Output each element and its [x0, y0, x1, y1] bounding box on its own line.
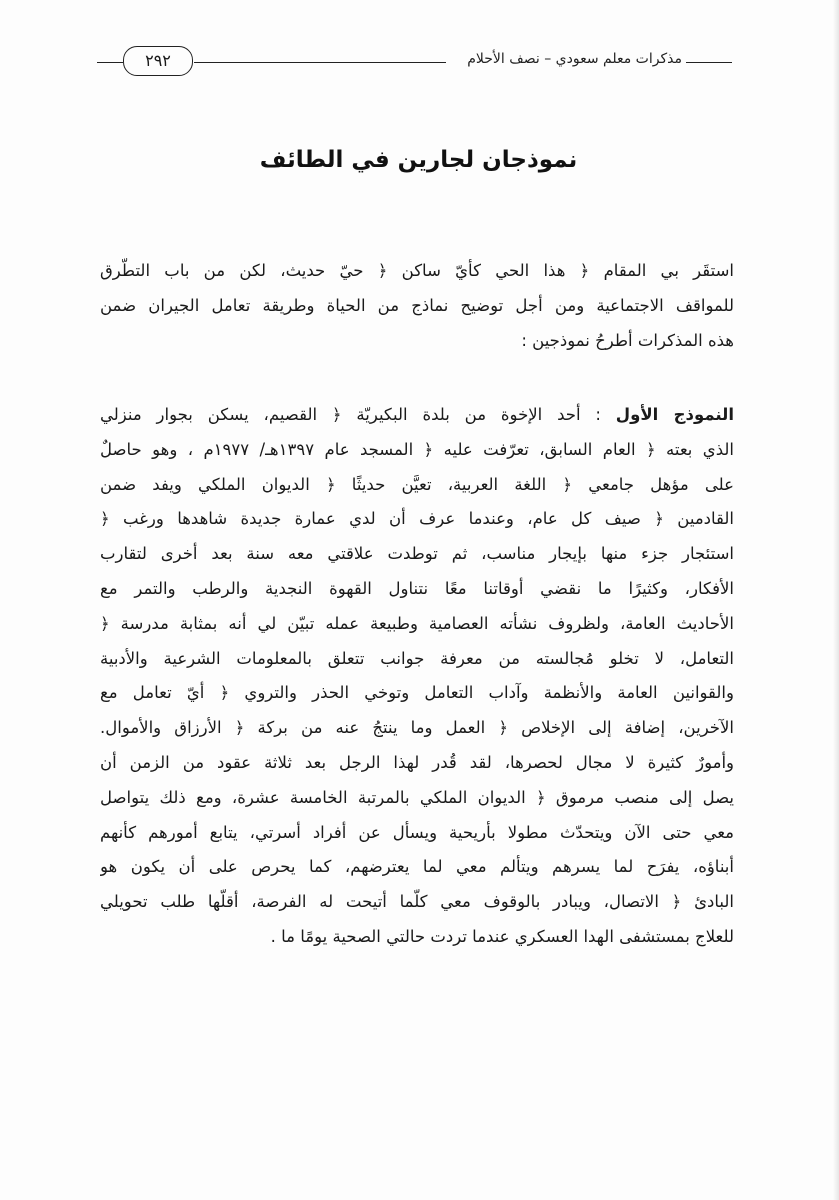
paragraph-line: استقَر بي المقام ﴿ هذا الحي كأيّ ساكن ﴿ حيّ حديث، لكن من باب التطّرق: [100, 261, 734, 280]
paragraph-line: هذه المذكرات أطرحُ نموذجين :: [521, 330, 734, 350]
paragraph-line: على مؤهل جامعي ﴿ اللغة العربية، تعيَّن حديثًا ﴿ الديوان الملكي ويفد ضمن: [100, 474, 734, 494]
intro-paragraph: [100, 254, 734, 358]
header-rule: [194, 62, 446, 63]
header-rule: [97, 62, 123, 63]
paragraph-line: أبناؤه، يفرَح لما يسرهم ويتألم معي لما يعترضهم، كما يحرص على أن يكون هو: [100, 857, 734, 877]
paragraph-line: الآخرين، إضافة إلى الإخلاص ﴿ العمل وما ينتجُ عنه من بركة ﴿ الأرزاق والأموال.: [100, 718, 734, 738]
model-one-paragraph: [100, 398, 734, 955]
model-one-label: النموذج الأول: [615, 405, 734, 424]
paragraph-line: للمواقف الاجتماعية ومن أجل توضيح نماذج من الحياة وطريقة تعامل الجيران ضمن: [100, 295, 734, 315]
paragraph-line: للعلاج بمستشفى الهدا العسكري عندما تردت حالتي الصحية يومًا ما .: [270, 926, 734, 946]
paragraph-first-line: [100, 398, 734, 433]
paragraph-line: استئجار جزء منها بإيجار مناسب، ثم توطدت علاقتي معه سنة بعد أخرى لتقارب: [100, 544, 734, 564]
paragraph-line: يصل إلى منصب مرموق ﴿ الديوان الملكي بالمرتبة الخامسة عشرة، ومع ذلك يتواصل: [100, 787, 734, 807]
paragraph-line: معي حتى الآن ويتحدّث مطولا بأريحية ويسأل عن أفراد أسرتي، يتابع أمورهم كأنهم: [100, 822, 734, 842]
paragraph-line: البادئ ﴿ الاتصال، ويبادر بالوقوف معي كلّما أتيحت له الفرصة، أقلّها طلب تحويلي: [100, 892, 734, 912]
page-edge: [833, 0, 839, 1200]
chapter-title: نموذجان لجارين في الطائف: [259, 147, 578, 173]
paragraph-line: والقوانين العامة والأنظمة وآداب التعامل وتوخي الحذر والتروي ﴿ أيّ تعامل مع: [100, 683, 734, 703]
paragraph-line: الأفكار، وكثيرًا ما نقضي أوقاتنا معًا نتناول القهوة النجدية والرطب والتمر مع: [100, 578, 734, 598]
paragraph-line: الذي بعته ﴿ العام السابق، تعرّفت عليه ﴿ المسجد عام ١٣٩٧هـ/ ١٩٧٧م ، وهو حاصلٌ: [100, 439, 734, 459]
header-rule: [686, 62, 732, 63]
paragraph-line: التعامل، لا تخلو مُجالسته من معرفة جوانب تتعلق بالمعلومات الشرعية والأدبية: [100, 648, 734, 668]
paragraph-line: القادمين ﴿ صيف كل عام، وعندما عرف أن لدي عمارة جديدة شاهدها ورغب ﴿: [100, 509, 734, 529]
running-header-title: مذكرات معلم سعودي – نصف الأحلام: [467, 51, 682, 67]
paragraph-line-rest: : أحد الإخوة من بلدة البكيريّة ﴿ القصيم، يسكن بجوار منزلي: [100, 405, 616, 424]
paragraph-line: الأحاديث العامة، ولظروف نشأته العصامية وطبيعة عمله تبيّن لي أنه بمثابة مدرسة ﴿: [100, 613, 734, 633]
page-number: ٢٩٢: [123, 46, 193, 76]
paragraph-line: وأمورٌ كثيرة لا مجال لحصرها، لقد قُدر لهذا الرجل بعد ثلاثة عقود من الزمن أن: [100, 752, 734, 772]
